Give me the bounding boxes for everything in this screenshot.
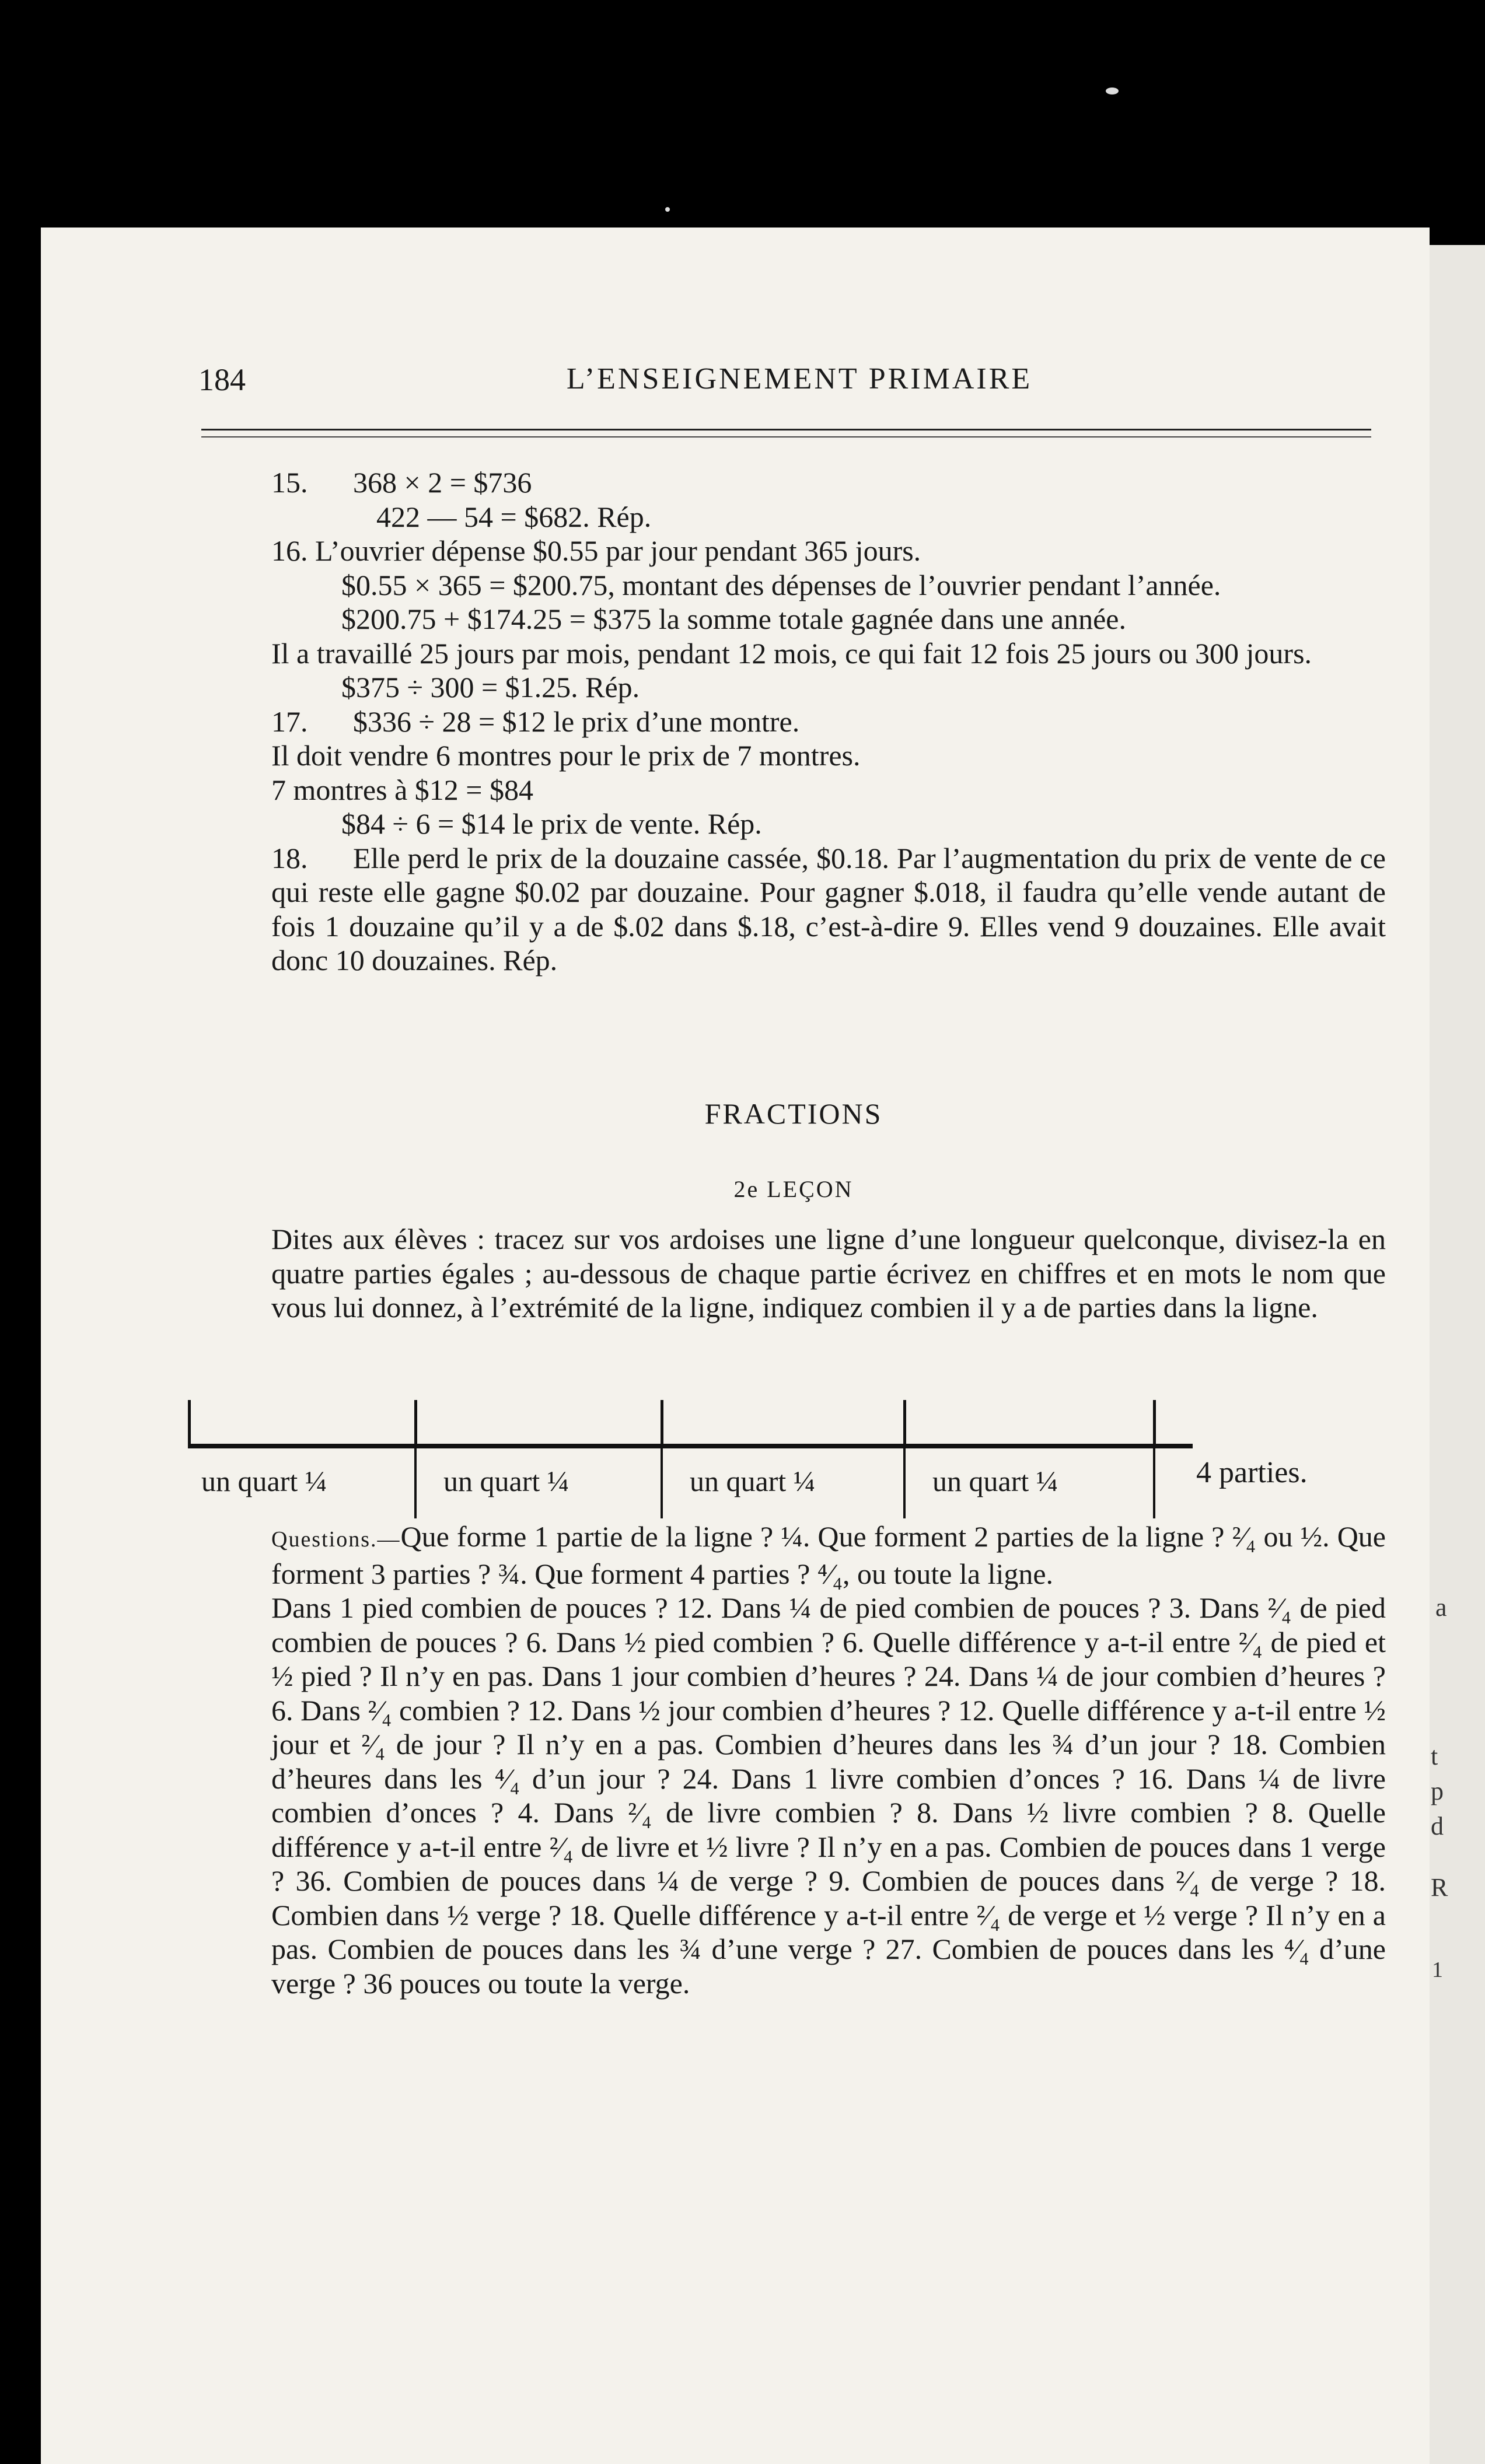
dust-speck	[665, 207, 670, 212]
line-tick	[903, 1400, 906, 1448]
solution-line: 7 montres à $12 = $84	[271, 773, 533, 806]
solution-line: 422 — 54 = $682. Rép.	[376, 500, 652, 533]
quarter-label: un quart ¼	[443, 1465, 569, 1497]
quarter-label: un quart ¼	[932, 1465, 1058, 1497]
line-tick	[1153, 1400, 1156, 1448]
questions-block	[195, 1520, 1386, 2000]
cell-separator	[1153, 1444, 1155, 1518]
facing-page-fragment: t	[1431, 1742, 1438, 1770]
solution-line: $375 ÷ 300 = $1.25. Rép.	[341, 671, 640, 704]
cell-separator	[414, 1444, 417, 1518]
page-number: 184	[198, 362, 246, 397]
exercises-paragraph: Dans 1 pied combien de pouces ? 12. Dans ¼ de pied combien de pouces ? 3. Dans ²⁄₄ de pied combien de pouces ? 6. Dans ½ pied combien ? 6. Quelle différence y a-t-il entre ²⁄₄ de pied et ½ pied ? Il n’y en pas. Dans 1 jour combien d’heures ? 24. Dans ¼ de jour combien d’heures ? 6. Dans ²⁄₄ combien ? 12. Dans ½ jour combien d’heures ? 12. Quelle différence y a-t-il entre ½ jour et ²⁄₄ de jour ? Il n’y en a pas. Combien d’heures dans les ¾ d’un jour ? 18. Combien d’heures dans les ⁴⁄₄ d’un jour ? 24. Dans 1 livre combien d’onces ? 16. Dans ¼ de livre combien d’onces ? 4. Dans ²⁄₄ de livre combien ? 8. Dans ½ livre combien ? 8. Quelle différence y a-t-il entre ²⁄₄ de livre et ½ livre ? Il n’y en a pas. Combien de pouces dans 1 verge ? 36. Combien de pouces dans ¼ de verge ? 9. Combien de pouces dans ²⁄₄ de verge ? 18. Combien dans ½ verge ? 18. Quelle différence y a-t-il entre ²⁄₄ de verge et ½ verge ? Il n’y en a pas. Combien de pouces dans les ¾ d’une verge ? 27. Combien de pouces dans les ⁴⁄₄ d’une verge ? 36 pouces ou toute la verge.	[271, 1591, 1386, 2000]
solution-line: Il doit vendre 6 montres pour le prix de 7 montres.	[271, 739, 861, 772]
line-tick	[414, 1400, 417, 1448]
solution-line: $84 ÷ 6 = $14 le prix de vente. Rép.	[341, 807, 762, 840]
running-head	[198, 362, 1400, 402]
facing-page-fragment: a	[1435, 1593, 1447, 1622]
header-rule-thin	[201, 436, 1371, 438]
lesson-subtitle: 2e LEÇON	[733, 1176, 854, 1202]
equation: 368 × 2 = $736	[353, 466, 532, 499]
parts-count-label: 4 parties.	[1196, 1456, 1308, 1489]
line-tick	[188, 1400, 191, 1448]
facing-page-edge	[1430, 245, 1485, 2464]
scan-background	[0, 0, 1485, 228]
instructions-block	[195, 1222, 1386, 1325]
divided-line	[188, 1444, 1193, 1448]
solution-paragraph: Il a travaillé 25 jours par mois, pendant 12 mois, ce qui fait 12 fois 25 jours ou 300 jours.	[271, 636, 1312, 670]
facing-page-fragment: 1	[1432, 1958, 1443, 1982]
facing-page-fragment: d	[1431, 1812, 1444, 1840]
problem-number: 15.	[271, 466, 308, 499]
line-tick	[661, 1400, 663, 1448]
facing-page-fragment: R	[1431, 1873, 1448, 1902]
problem-number: 16.	[271, 534, 308, 567]
solution-line: $200.75 + $174.25 = $375 la somme totale gagnée dans une année.	[341, 603, 1126, 635]
facing-page-fragment: p	[1431, 1777, 1444, 1805]
solution-line	[195, 705, 1386, 739]
solution-line	[195, 466, 1386, 500]
solution-paragraph	[195, 841, 1386, 978]
book-page	[41, 228, 1430, 2464]
solution-text: $336 ÷ 28 = $12 le prix d’une montre.	[353, 705, 800, 738]
cell-separator	[903, 1444, 906, 1518]
solutions-block	[195, 466, 1386, 978]
solution-text: L’ouvrier dépense $0.55 par jour pendant 365 jours.	[315, 534, 921, 567]
dust-speck	[1106, 88, 1119, 94]
solution-paragraph: $0.55 × 365 = $200.75, montant des dépenses de l’ouvrier pendant l’année.	[341, 568, 1221, 601]
cell-separator	[661, 1444, 663, 1518]
instructions-paragraph: Dites aux élèves : tracez sur vos ardoises une ligne d’une longueur quelconque, divisez-la en quatre parties égales ; au-dessous de chaque partie écrivez en chiffres et en mots le nom que vous lui donnez, à l’extrémité de la ligne, indiquez combien il y a de parties dans la ligne.	[271, 1223, 1386, 1324]
questions-text: Que forme 1 partie de la ligne ? ¼. Que forment 2 parties de la ligne ? ²⁄₄ ou ½. Que forment 3 parties ? ¾. Que forment 4 parties ? ⁴⁄₄, ou toute la ligne.	[271, 1520, 1386, 1590]
problem-number: 17.	[271, 705, 308, 738]
questions-paragraph	[195, 1520, 1386, 1591]
solution-text: Elle perd le prix de la douzaine cassée, $0.18. Par l’augmentation du prix de vente de ce qui reste elle gagne $0.02 par douzaine. Pour gagner $.018, il faudra qu’elle vende autant de fois 1 douzaine qu’il y a de $.02 dans $.18, c’est-à-dire 9. Elles vend 9 douzaines. Elle avait donc 10 douzaines. Rép.	[271, 841, 1386, 977]
header-rule	[201, 429, 1371, 430]
solution-line	[195, 534, 1386, 568]
problem-number: 18.	[271, 841, 308, 874]
quarter-label: un quart ¼	[690, 1465, 816, 1497]
quarter-label: un quart ¼	[201, 1465, 327, 1497]
section-title: FRACTIONS	[704, 1097, 883, 1130]
running-title: L’ENSEIGNEMENT PRIMAIRE	[566, 362, 1033, 396]
questions-label: Questions.—	[271, 1527, 401, 1552]
